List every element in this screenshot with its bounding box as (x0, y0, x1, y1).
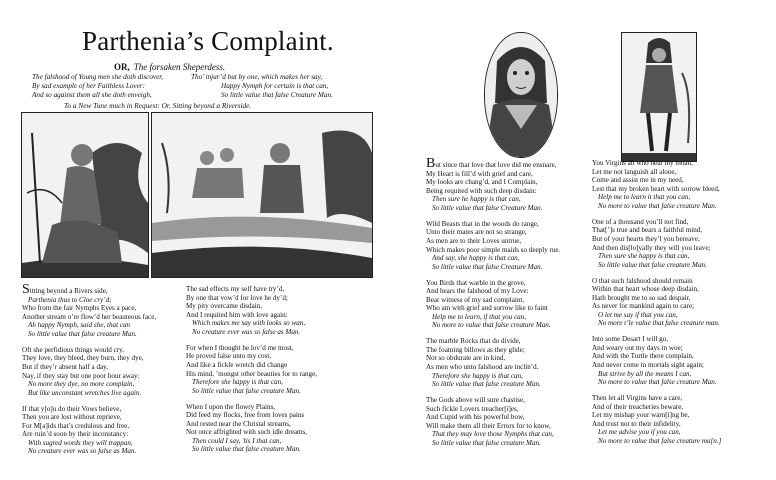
verse-line: But strive by all the means I can, (598, 369, 692, 378)
verse-line: Then let all Virgins have a care, (592, 394, 683, 402)
verse-line: So little value that false creature Man. (432, 438, 541, 447)
verse-line: If that y[o]u do their Vows believe, (22, 404, 122, 413)
drop-cap: B (426, 156, 436, 171)
verse-column-3 (426, 156, 561, 455)
verse-line: For M[a]ids that’s credulous and free, (22, 421, 130, 430)
stanza (426, 337, 560, 389)
verse-column-4 (592, 159, 721, 453)
stanza (22, 346, 156, 398)
intro-line: And so against them all she doth enveigh, (32, 90, 152, 99)
verse-line: So little value that false creature Man. (28, 329, 137, 338)
verse-line: Parthenia thus to Cloe cry’d; (28, 295, 112, 304)
ballad-title: Parthenia’s Complaint. (82, 26, 334, 56)
verse-line: That[’]s true and bears a faithful mind, (592, 226, 703, 235)
tune-line: To a New Tune much in Request: Or, Sitting beyond a Riverside. (64, 101, 252, 110)
intro-left (32, 73, 163, 99)
verse-line: Did feed my flocks, free from loves pains (186, 411, 305, 420)
verse-line: When I upon the flowry Plains, (186, 402, 276, 411)
verse-line: And say, she happy is that can, (432, 254, 520, 263)
stanza (592, 159, 721, 211)
stanza (426, 220, 560, 272)
verse-line: Not so obdurate are in kind, (426, 354, 506, 363)
verse-line: Not once affrighted with such idle dreams, (186, 428, 308, 437)
verse-line: And of their treacheries beware, (592, 402, 684, 411)
verse-line: Let me advise you if you can, (598, 428, 681, 437)
verse-line: Bear witness of my sad complaint, (426, 295, 525, 304)
verse-line: Let me not languish all alone, (592, 167, 677, 176)
verse-line: Being requited with such deep disdain: (426, 186, 537, 195)
stanza (186, 285, 317, 337)
stanza (592, 277, 721, 329)
intro-line: So little value that false Creature Man. (221, 90, 333, 99)
verse-line: But like unconstant wretches live again. (28, 388, 142, 397)
stanza (22, 282, 157, 339)
verse-line: As men are to their Loves untrue, (426, 236, 522, 245)
subtitle-or: OR, (114, 62, 130, 72)
stanza (22, 405, 156, 457)
verse-line: Hath brought me to so sad despair, (592, 293, 691, 302)
verse-line: Help me to learn, if that you can, (432, 312, 526, 321)
verse-line (426, 156, 560, 171)
verse-line: Oft she perfidious things would cry, (22, 345, 124, 354)
verse-line: Unto their mates are not so strange, (426, 228, 527, 237)
woodcut-portrait-woman (484, 32, 558, 158)
verse-line: Who from the fair Nymphs Eyes a pace, (22, 304, 137, 313)
verse-line: And rested near the Christal streams, (186, 419, 291, 428)
verse-line: No more to value that false creature Man. (598, 201, 717, 210)
verse-line: So little value that false creature Man. (192, 445, 301, 454)
verse-line: Which makes me say with looks so wan, (192, 319, 306, 328)
verse-line: Therefore she happy is that can, (192, 378, 283, 387)
verse-line: As never for mankind again to care; (592, 302, 695, 311)
verse-line: Therefore she happy is that can, (432, 371, 523, 380)
intro-line: The falshood of Young men she doth discover, (32, 73, 164, 81)
verse-line: Let my mishap your warn[i]ng be, (592, 411, 690, 420)
verse-line: His mind, ’mongst other beauties for to range, (186, 369, 318, 378)
verse-line: Such fickle Lovers treacher[i]es, (426, 404, 519, 413)
verse-line: My looks are chang’d, and I Complain, (426, 178, 538, 187)
verse-line: No more t’le value that false creature man. (598, 319, 720, 328)
stanza (592, 394, 721, 446)
verse-line: Then you are lost without reprieve, (22, 413, 122, 422)
verse-line: Ah happy Nymph, said she, that can (28, 321, 131, 330)
verse-line: And like a fickle wretch did change (186, 360, 288, 369)
verse-line: For when I thought he lov’d me most, (186, 343, 294, 352)
verse-line: Another stream o’re flow’d her beauteous face, (22, 312, 157, 321)
verse-line: Within that heart whose deep disdain, (592, 285, 699, 294)
verse-line: And with the Turtle there complain, (592, 352, 694, 361)
verse-line: And weary out my days in woe; (592, 343, 683, 352)
stanza (186, 344, 317, 396)
verse-line: So little value that false creature Man. (192, 386, 301, 395)
verse-line: As men who unto falshood are inclin’d. (426, 363, 539, 372)
verse-line: No creature ever was so false as Man. (28, 447, 137, 456)
verse-line: And Cupid with his powerful bow, (426, 413, 525, 422)
woodcut-shepherdess (21, 112, 149, 278)
verse-line: But if they’r absent half a day, (22, 362, 109, 371)
stanza (186, 403, 317, 455)
verse-line: And then dis[lo]yally they will you leave; (592, 243, 711, 252)
verse-line: So little value that false Creature Man. (432, 262, 543, 271)
verse-line: Into some Desart I will go, (592, 335, 669, 344)
verse-line: Help me to learn it that you can, (598, 193, 691, 202)
verse-line: Will make them all their Errors for to know, (426, 421, 551, 430)
stanza (426, 279, 560, 331)
verse-line: The sad effects my self have try’d, (186, 285, 285, 293)
verse-line: No more to value that false creature Man. (598, 378, 717, 387)
verse-column-2 (186, 285, 317, 461)
verse-line: No more they dye, no more complain, (28, 380, 135, 389)
verse-line: O let me say if that you can, (598, 310, 678, 319)
intro-line: By sad example of her Faithless Lover: (32, 81, 145, 90)
stanza (592, 335, 721, 387)
verse-line: And I requited him with love again: (186, 310, 288, 319)
verse-line: You Birds that warble in the grove, (426, 278, 526, 287)
verse-line: Which makes poor simple maids so deeply rue. (426, 245, 561, 254)
verse-line: Lest that my broken heart with sorrow bleed, (592, 184, 720, 193)
verse-line: And trust not to their infidelity, (592, 419, 681, 428)
verse-line: Then could I say, ’tis I that can, (192, 436, 282, 445)
verse-line: The marble Rocks that do divide, (426, 337, 521, 346)
woodcut-gentleman (621, 32, 697, 162)
stanza (592, 218, 721, 270)
verse-line: Wild Beasts that in the woods do range, (426, 219, 539, 228)
verse-line: No creature ever was so false as Man. (192, 327, 301, 336)
verse-line: O that such falshood should remain (592, 276, 693, 285)
ballad-subtitle (114, 62, 225, 72)
intro-line: Happy Nymph for certain is that can, (221, 81, 329, 90)
verse-line: You Virgins all who hear my moan, (592, 159, 693, 167)
verse-line (22, 282, 156, 297)
intro-right (191, 73, 333, 99)
verse-line: So little value that false creature Man. (432, 380, 541, 389)
stanza (426, 396, 560, 448)
verse-line: With sugred words they will trappan, (28, 438, 133, 447)
verse-line: My pity overcame disdain, (186, 302, 263, 311)
verse-line: Nay, if they stay but one poor hour away: (22, 371, 140, 380)
verse-line: Come and assist me in my need, (592, 176, 684, 185)
intro-line: Tho’ injur’d but by one, which makes her say, (191, 73, 323, 81)
verse-line: They love, they bleed, they burn, they dye, (22, 354, 144, 363)
verse-line: One of a thousand you’ll not find, (592, 217, 689, 226)
verse-line-rest: ut since that love that love did me ensnare, (435, 161, 557, 169)
verse-line: That they may love those Nymphs that can, (432, 430, 554, 439)
verse-line: And never come in mortals sight again; (592, 361, 704, 370)
verse-line: Then sure he happy is that can, (432, 195, 521, 204)
verse-line: No more to value that false creature ma[n.] (598, 436, 722, 445)
verse-line: The Gods above will sure chastise, (426, 396, 525, 404)
verse-line: No more to value that false creature Man. (432, 321, 551, 330)
verse-column-1 (22, 282, 157, 463)
subtitle-text: The forsaken Sheperdess. (133, 62, 226, 72)
verse-line: He proved false unto my cost, (186, 352, 272, 361)
verse-line: My Heart is fill’d with grief and care, (426, 169, 533, 178)
verse-line: Who am with grief and sorrow like to faint (426, 304, 548, 313)
verse-line: So little value that false creature Man. (598, 260, 707, 269)
stanza (426, 156, 560, 213)
verse-line: Then sure she happy is that can, (598, 252, 690, 261)
verse-line: And hears the falshood of my Love: (426, 287, 529, 296)
drop-cap: S (22, 282, 30, 297)
verse-line: But of your hearts they’l you bereave, (592, 234, 700, 243)
verse-line-rest: itting beyond a Rivers side, (29, 287, 108, 295)
verse-line: So little value that false Creature Man. (432, 203, 543, 212)
verse-line: By one that vow’d for love he dy’d; (186, 293, 288, 302)
verse-line: The foaming billows as they glide; (426, 345, 525, 354)
verse-line: Are ruin’d soon by their inconstancy: (22, 430, 129, 439)
woodcut-river-scene (151, 112, 373, 278)
